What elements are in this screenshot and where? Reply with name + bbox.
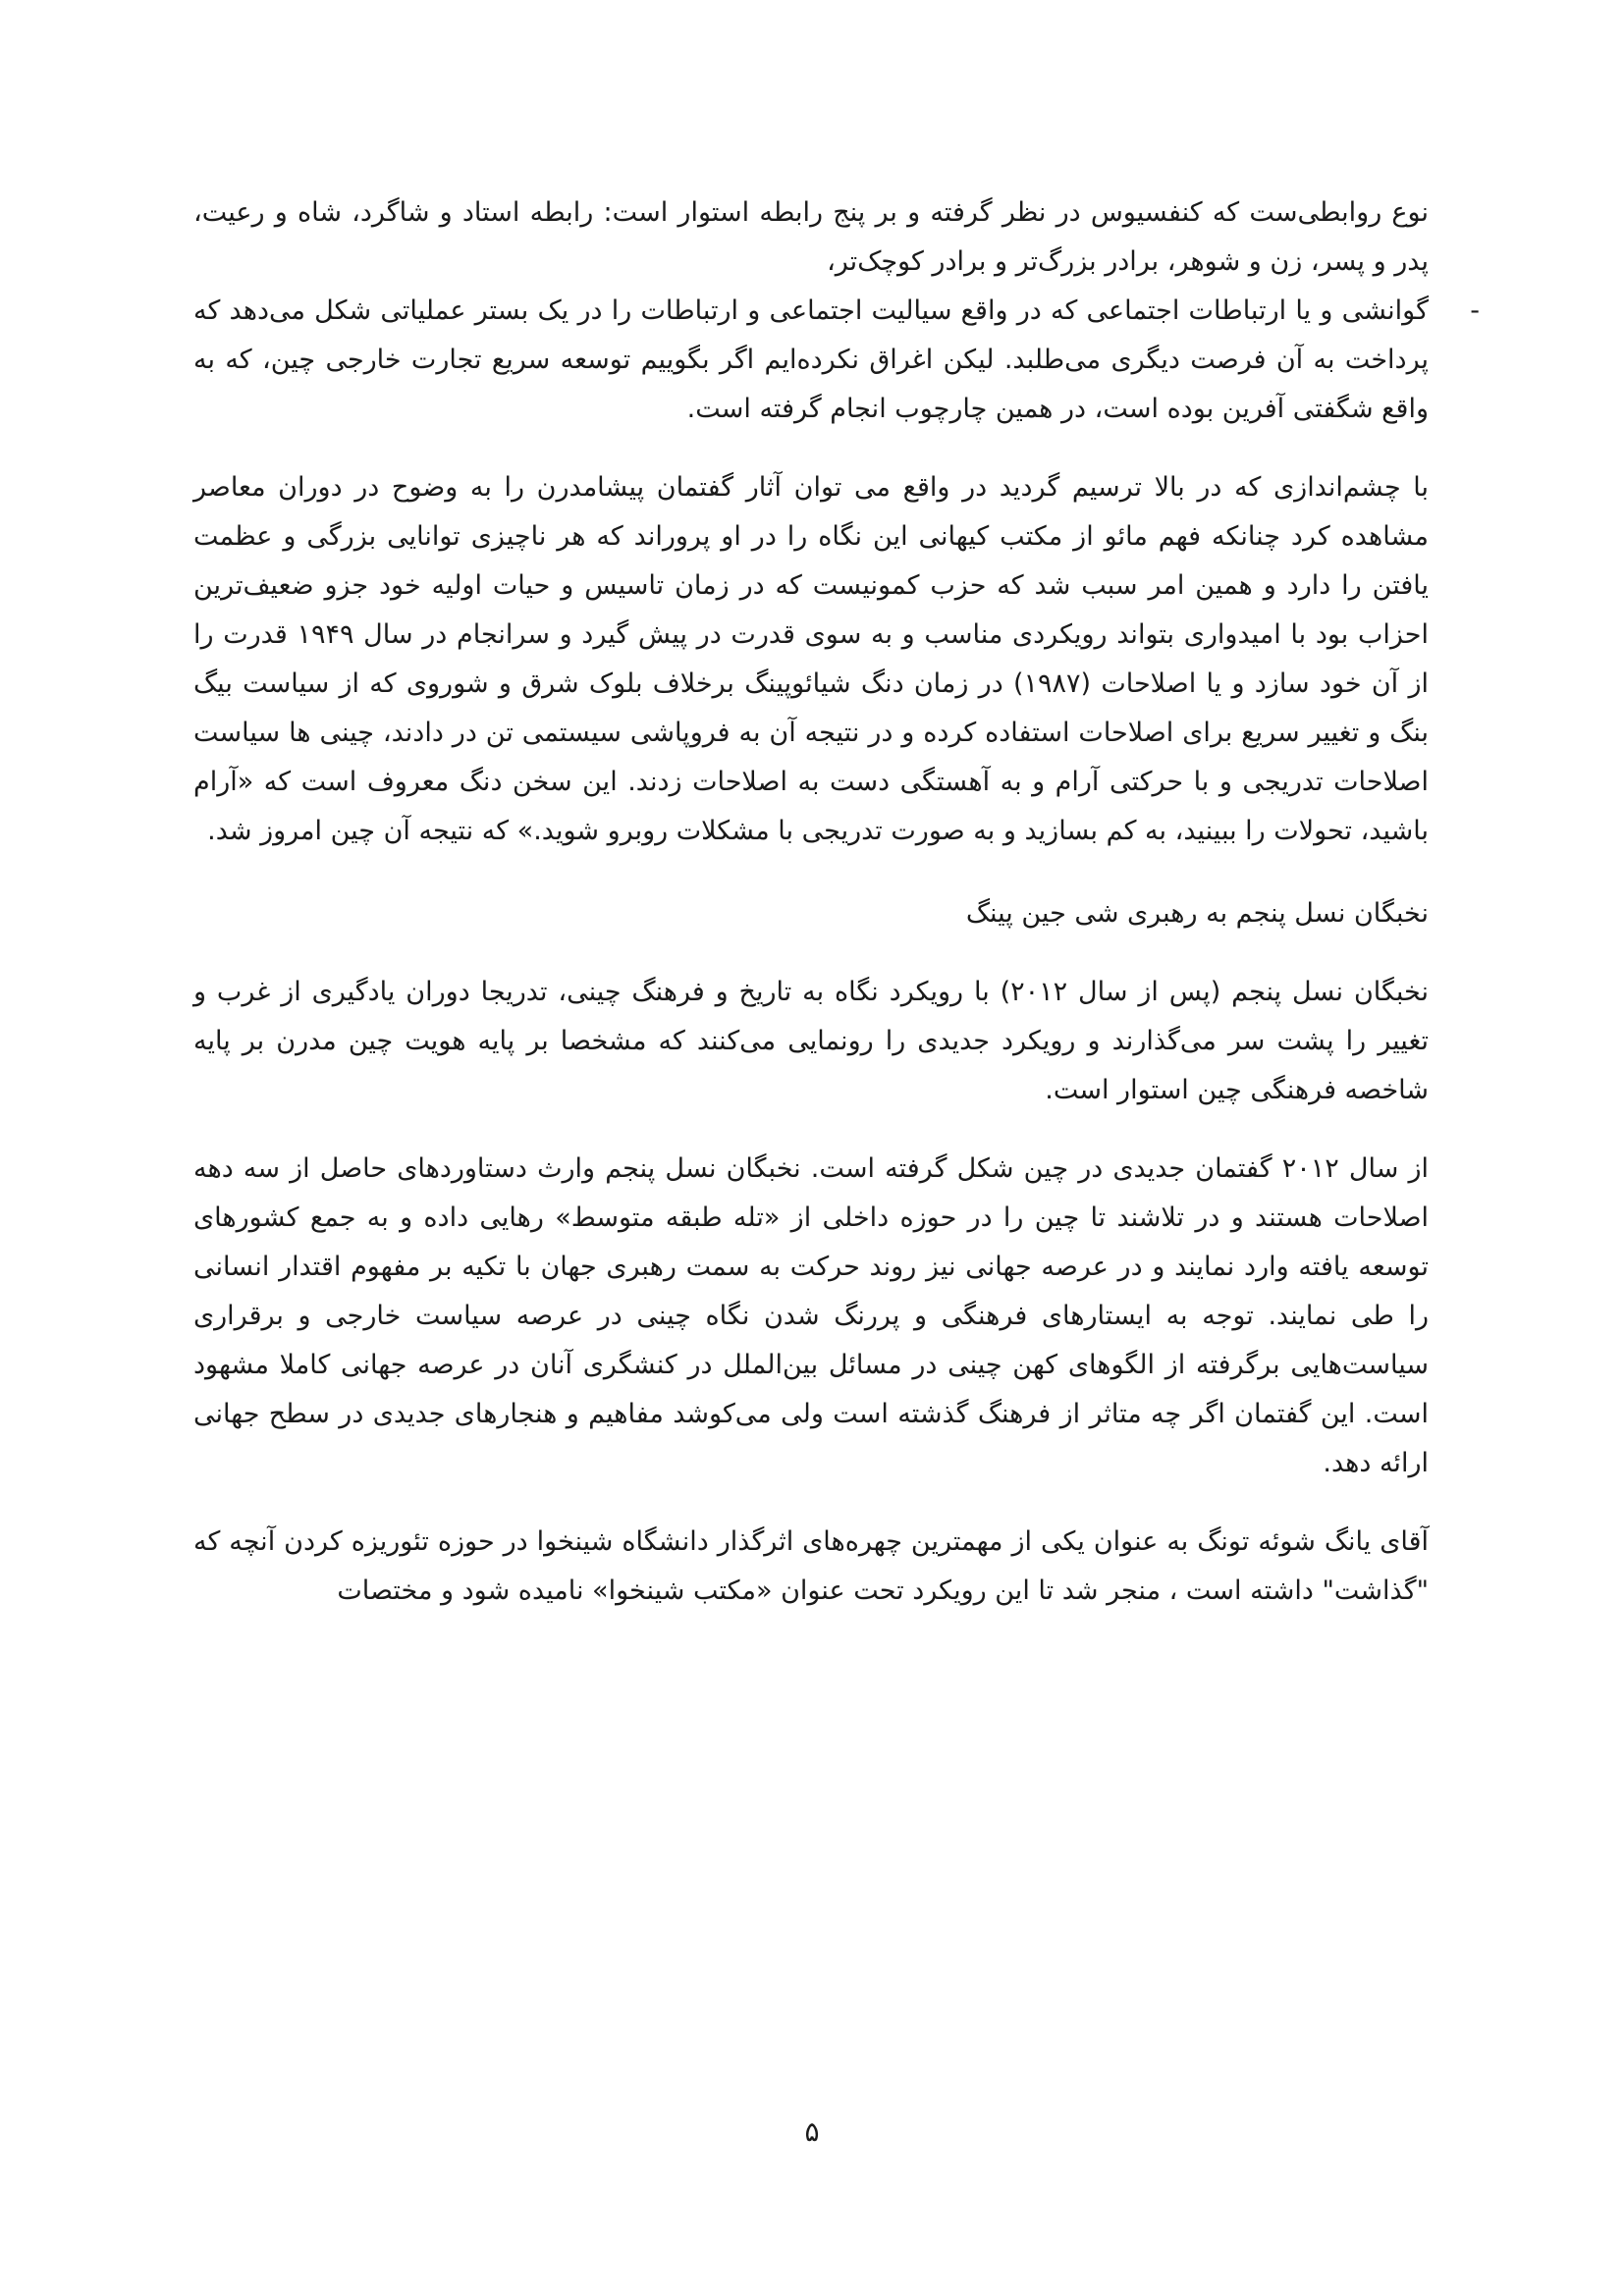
paragraph-yan-xuetong: آقای یانگ شوئه تونگ به عنوان یکی از مهمترین چهره‌های اثرگذار دانشگاه شینخوا در حوزه تئوریزه کردن آنچه که "گذاشت" داشته است ، منجر شد تا این رویکرد تحت عنوان «مکتب شینخوا» نامیده شود و مختصات: [193, 1526, 1429, 1606]
page-number: ۵: [804, 2115, 820, 2148]
paragraph-confucian-relations: نوع روابطی‌ست که کنفسیوس در نظر گرفته و بر پنج رابطه استوار است: رابطه استاد و شاگرد، شاه و رعیت، پدر و پسر، زن و شوهر، برادر بزرگ‌تر و برادر کوچک‌تر،: [193, 197, 1429, 277]
paragraph-2012-discourse: از سال ۲۰۱۲ گفتمان جدیدی در چین شکل گرفته است. نخبگان نسل پنجم وارث دستاوردهای حاصل از سه دهه اصلاحات هستند و در تلاشند تا چین را در حوزه داخلی از «تله طبقه متوسط» رهایی داده و به جمع کشورهای توسعه یافته وارد نمایند و در عرصه جهانی نیز روند حرکت به سمت رهبری جهان با تکیه بر مفهوم اقتدار انسانی را طی نمایند. توجه به ایستارهای فرهنگی و پررنگ شدن نگاه چینی در عرصه سیاست خارجی و برقراری سیاست‌هایی برگرفته از الگوهای کهن چینی در مسائل بین‌الملل در کنشگری آنان در عرصه جهانی کاملا مشهود است. این گفتمان اگر چه متاثر از فرهنگ گذشته است ولی می‌کوشد مفاهیم و هنجارهای جدیدی در سطح جهانی ارائه دهد.: [193, 1153, 1430, 1478]
body-text: [193, 188, 1480, 1616]
bullet-guanxi: [193, 287, 1480, 434]
section-heading: نخبگان نسل پنجم به رهبری شی جین پینگ: [965, 898, 1429, 929]
paragraph-premodern-discourse: با چشم‌اندازی که در بالا ترسیم گردید در واقع می توان آثار گفتمان پیشامدرن را به وضوح در دوران معاصر مشاهده کرد چنانکه فهم مائو از مکتب کیهانی این نگاه را در او پروراند که هر ناچیزی توانایی بزرگی و عظمت یافتن را دارد و همین امر سبب شد که حزب کمونیست که در زمان تاسیس و حیات اولیه خود جزو ضعیف‌ترین احزاب بود با امیدواری بتواند رویکردی مناسب و به سوی قدرت در پیش گیرد و سرانجام در سال ۱۹۴۹ قدرت را از آن خود سازد و یا اصلاحات (۱۹۸۷) در زمان دنگ شیائوپینگ برخلاف بلوک شرق و شوروی که از سیاست بیگ بنگ و تغییر سریع برای اصلاحات استفاده کرده و در نتیجه آن به فروپاشی سیستمی تن در دادند، چینی ها سیاست اصلاحات تدریجی و با حرکتی آرام و به آهستگی دست به اصلاحات زدند. این سخن دنگ معروف است که «آرام باشید، تحولات را ببینید، به کم بسازید و به صورت تدریجی با مشکلات روبرو شوید.» که نتیجه آن چین امروز شد.: [193, 472, 1429, 846]
bullet-dash: -: [1470, 295, 1480, 326]
paragraph-fifth-generation: نخبگان نسل پنجم (پس از سال ۲۰۱۲) با رویکرد نگاه به تاریخ و فرهنگ چینی، تدریجا دوران یادگیری از غرب و تغییر را پشت سر می‌گذارند و رویکرد جدیدی را رونمایی می‌کنند که مشخصا بر پایه هویت چین مدرن بر پایه شاخصه فرهنگی چین استوار است.: [193, 977, 1429, 1105]
bullet-guanxi-text: گوانشی و یا ارتباطات اجتماعی که در واقع سیالیت اجتماعی و ارتباطات را در یک بستر عملیاتی شکل می‌دهد که پرداخت به آن فرصت دیگری می‌طلبد. لیکن اغراق نکرده‌ایم اگر بگوییم توسعه سریع تجارت خارجی چین، که به واقع شگفتی آفرین بوده است، در همین چارچوب انجام گرفته است.: [193, 295, 1429, 424]
